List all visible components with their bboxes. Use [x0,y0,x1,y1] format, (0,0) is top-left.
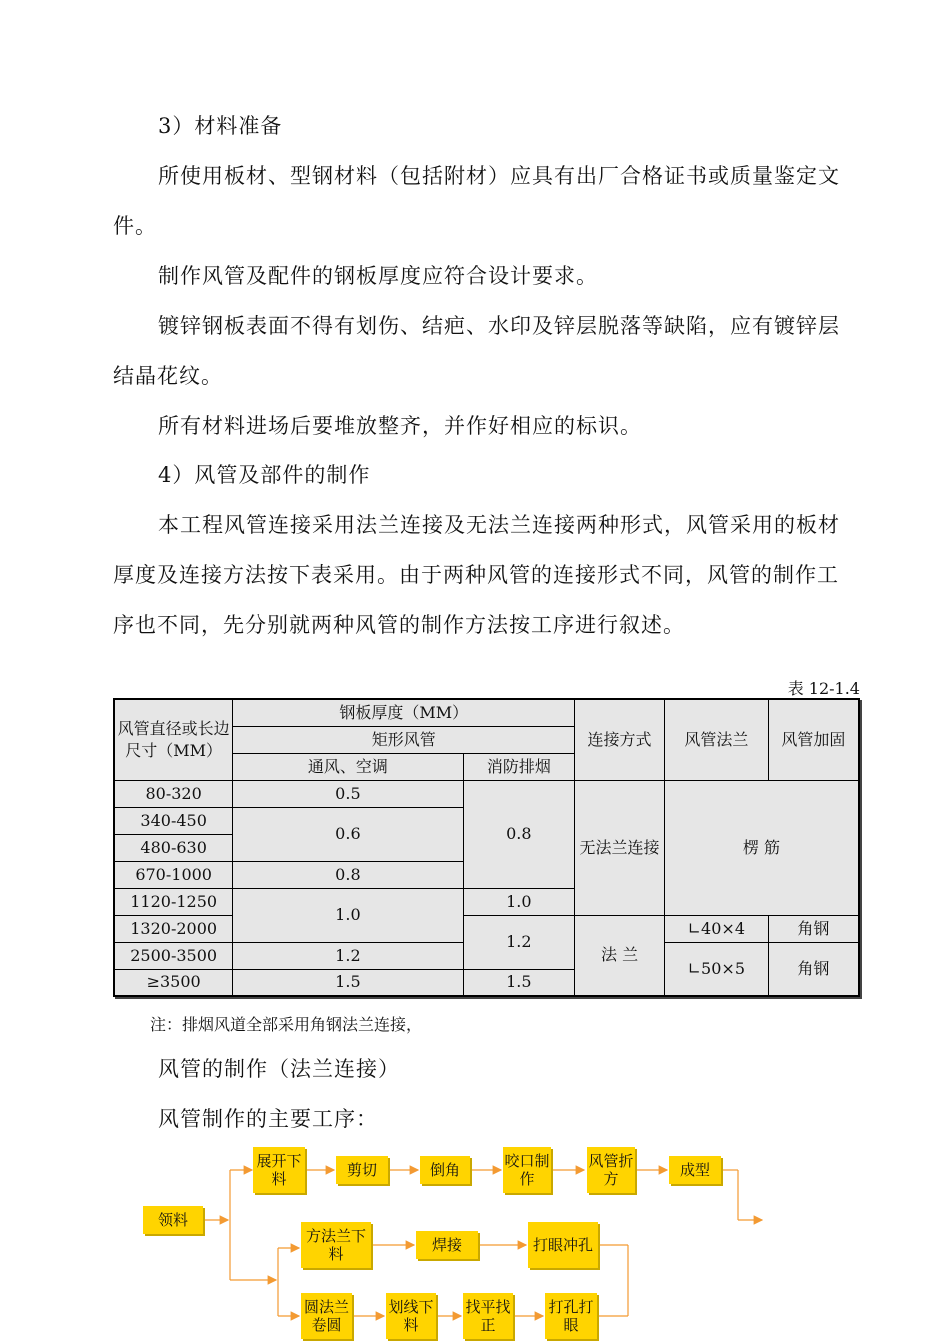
table-cell: 0.8 [463,780,575,888]
table-cell: 1.2 [463,915,575,969]
flow-step: 打眼冲孔 [528,1222,598,1268]
flow-step: 倒角 [420,1156,470,1184]
paragraph-line: 厚度及连接方法按下表采用。由于两种风管的连接形式不同，风管的制作工 [113,563,839,587]
paragraph-line: 制作风管及配件的钢板厚度应符合设计要求。 [158,264,598,288]
paragraph-line: 结晶花纹。 [113,364,223,388]
table-cell: 0.6 [233,807,463,861]
header-rect-duct: 矩形风管 [233,726,575,753]
table-cell: 1320-2000 [114,915,233,942]
section-subtitle: 风管制作的主要工序： [158,1107,378,1131]
header-vent: 通风、空调 [233,753,463,780]
flow-step: 打孔打眼 [545,1293,597,1339]
section-title: 风管的制作（法兰连接） [158,1057,400,1081]
table-cell: 法 兰 [575,915,665,996]
header-flange: 风管法兰 [664,699,768,780]
flow-step: 风管折方 [587,1147,635,1193]
table-cell: 0.8 [233,861,463,888]
table-cell: 1.0 [463,888,575,915]
paragraph-line: 所使用板材、型钢材料（包括附材）应具有出厂合格证书或质量鉴定文 [158,164,840,188]
table-cell: 1.5 [463,969,575,996]
table-cell: 角钢 [768,942,859,996]
table-cell: 1.5 [233,969,463,996]
flow-step: 圆法兰卷圆 [301,1293,352,1339]
header-size: 风管直径或长边尺寸（MM） [114,699,233,780]
table-cell: ≥3500 [114,969,233,996]
paragraph-line: 序也不同，先分别就两种风管的制作方法按工序进行叙述。 [113,613,685,637]
table-cell: 340-450 [114,807,233,834]
table-cell: 80-320 [114,780,233,807]
table-cell: 楞 筋 [664,780,859,915]
header-thickness: 钢板厚度（MM） [233,699,575,726]
flow-step: 展开下料 [253,1147,305,1193]
table-caption: 表 12-1.4 [787,679,860,698]
paragraph-line: 所有材料进场后要堆放整齐，并作好相应的标识。 [158,414,642,438]
table-cell: ∟50×5 [664,942,768,996]
header-reinforce: 风管加固 [768,699,859,780]
paragraph-line: 件。 [113,214,157,238]
table-cell: 无法兰连接 [575,780,665,915]
paragraph-line: 镀锌钢板表面不得有划伤、结疤、水印及锌层脱落等缺陷，应有镀锌层 [158,314,840,338]
table-note: 注：排烟风道全部采用角钢法兰连接， [150,1015,423,1034]
paragraph-line: 本工程风管连接采用法兰连接及无法兰连接两种形式，风管采用的板材 [158,513,840,537]
header-connection: 连接方式 [575,699,665,780]
flow-step: 方法兰下料 [301,1222,371,1268]
table-cell: 1.0 [233,888,463,942]
table-cell: 0.5 [233,780,463,807]
table-cell: 480-630 [114,834,233,861]
table-cell: 670-1000 [114,861,233,888]
heading-duct-fabrication: 4）风管及部件的制作 [158,463,371,487]
table-cell: 角钢 [768,915,859,942]
table-cell: 1120-1250 [114,888,233,915]
table-cell: 2500-3500 [114,942,233,969]
flow-step-lingliao: 领料 [143,1206,203,1234]
flow-step: 咬口制作 [503,1147,551,1193]
flow-step: 焊接 [416,1231,478,1259]
flow-step: 剪切 [336,1156,388,1184]
flow-step: 划线下料 [386,1293,436,1339]
heading-material-prep: 3）材料准备 [158,114,283,138]
table-cell: ∟40×4 [664,915,768,942]
table-cell: 1.2 [233,942,463,969]
flow-step: 成型 [669,1156,721,1184]
header-fire: 消防排烟 [463,753,575,780]
flow-step: 找平找正 [463,1293,513,1339]
